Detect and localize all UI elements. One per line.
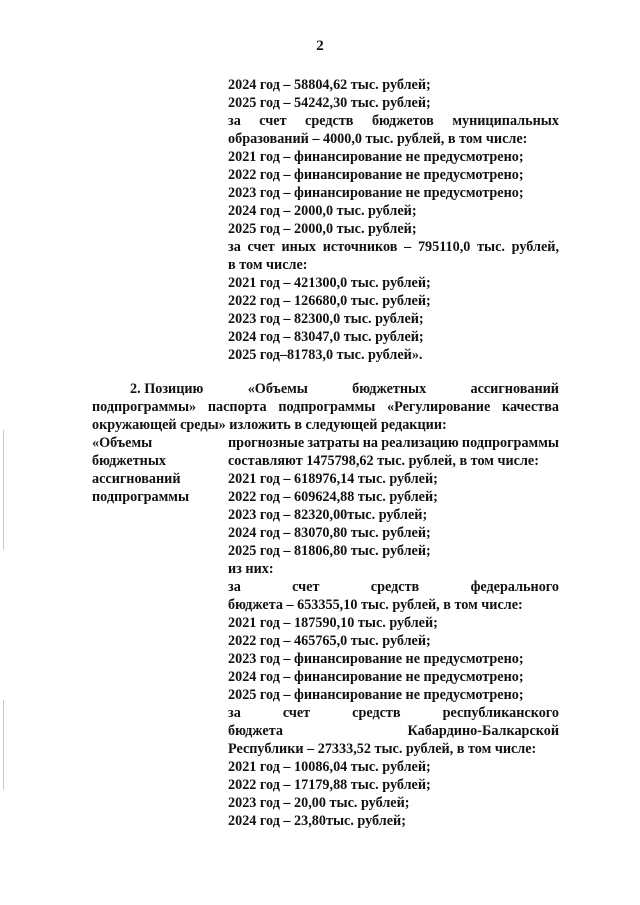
word: средств <box>305 113 354 129</box>
text-line: 2022 год – 609624,88 тыс. рублей; <box>228 489 438 505</box>
scan-edge-mark <box>3 430 4 550</box>
word: счет <box>292 579 320 595</box>
word: подпрограммы <box>461 435 559 451</box>
text-line: образований – 4000,0 тыс. рублей, в том числе: <box>228 131 528 147</box>
word: счет <box>259 113 287 129</box>
word: иных <box>281 239 317 255</box>
word: бюджетов <box>371 113 434 129</box>
word: источников <box>322 239 398 255</box>
text-line: 2024 год – 83070,80 тыс. рублей; <box>228 525 431 541</box>
word: Кабардино-Балкарской <box>407 723 559 739</box>
word: качества <box>501 399 559 415</box>
text-line: из них: <box>228 561 274 577</box>
justified-line <box>228 722 559 740</box>
word: подпрограммы» <box>92 399 197 415</box>
text-line: 2021 год – 187590,10 тыс. рублей; <box>228 615 438 631</box>
text-line: 2024 год – финансирование не предусмотрено; <box>228 669 524 685</box>
text-line: 2024 год – 2000,0 тыс. рублей; <box>228 203 417 219</box>
word: за <box>228 239 241 255</box>
word: затраты <box>307 435 360 451</box>
text-line: 2021 год – 618976,14 тыс. рублей; <box>228 471 438 487</box>
text-line: 2025 год – 54242,30 тыс. рублей; <box>228 95 431 111</box>
justified-line <box>228 238 559 256</box>
word: за <box>228 113 241 129</box>
text-line: 2023 год – 82300,0 тыс. рублей; <box>228 311 424 327</box>
word: тыс. <box>477 239 505 255</box>
word: ассигнований <box>470 381 559 397</box>
justified-line <box>228 578 559 596</box>
word: средств <box>352 705 401 721</box>
text-line: Республики – 27333,52 тыс. рублей, в том числе: <box>228 741 537 757</box>
scan-edge-mark <box>3 700 4 790</box>
text-line: 2024 год – 83047,0 тыс. рублей; <box>228 329 424 345</box>
label-line: ассигнований <box>92 471 181 487</box>
word: на <box>362 435 379 451</box>
word: подпрограммы <box>278 399 376 415</box>
text-line: 2023 год – 82320,00тыс. рублей; <box>228 507 428 523</box>
text-line: составляют 1475798,62 тыс. рублей, в том числе: <box>228 453 539 469</box>
word: за <box>228 705 241 721</box>
text-line: 2022 год – 17179,88 тыс. рублей; <box>228 777 431 793</box>
word: федерального <box>470 579 559 595</box>
justified-line <box>130 380 559 398</box>
word: рублей, <box>511 239 559 255</box>
text-line: бюджета – 653355,10 тыс. рублей, в том числе: <box>228 597 523 613</box>
text-line: 2023 год – 20,00 тыс. рублей; <box>228 795 410 811</box>
word: средств <box>370 579 420 595</box>
text-line: 2025 год–81783,0 тыс. рублей». <box>228 347 423 363</box>
word: «Объемы <box>247 381 308 397</box>
text-line: 2024 год – 58804,62 тыс. рублей; <box>228 77 431 93</box>
word: счет <box>247 239 275 255</box>
text-line: окружающей среды» изложить в следующей редакции: <box>92 417 447 433</box>
word: муниципальных <box>452 113 559 129</box>
text-line: 2022 год – финансирование не предусмотрено; <box>228 167 524 183</box>
text-line: 2025 год – финансирование не предусмотрено; <box>228 687 524 703</box>
text-line: 2024 год – 23,80тыс. рублей; <box>228 813 406 829</box>
word: бюджетных <box>352 381 427 397</box>
word: паспорта <box>207 399 267 415</box>
justified-line <box>228 434 559 452</box>
word: – <box>404 239 412 255</box>
justified-line <box>92 398 559 416</box>
text-line: 2023 год – финансирование не предусмотрено; <box>228 185 524 201</box>
word: за <box>228 579 241 595</box>
text-line: в том числе: <box>228 257 308 273</box>
text-line: 2021 год – финансирование не предусмотрено; <box>228 149 524 165</box>
word: республиканского <box>442 705 559 721</box>
word: бюджета <box>228 723 283 739</box>
word: 2. Позицию <box>130 381 204 397</box>
label-line: «Объемы <box>92 435 153 451</box>
label-line: бюджетных <box>92 453 167 469</box>
text-line: 2021 год – 421300,0 тыс. рублей; <box>228 275 431 291</box>
text-line: 2025 год – 2000,0 тыс. рублей; <box>228 221 417 237</box>
word: реализацию <box>381 435 459 451</box>
text-line: 2021 год – 10086,04 тыс. рублей; <box>228 759 431 775</box>
page-number: 2 <box>316 38 324 54</box>
justified-line <box>228 112 559 130</box>
text-line: 2022 год – 126680,0 тыс. рублей; <box>228 293 431 309</box>
word: 795110,0 <box>417 239 471 255</box>
label-line: подпрограммы <box>92 489 190 505</box>
word: прогнозные <box>228 435 305 451</box>
text-line: 2022 год – 465765,0 тыс. рублей; <box>228 633 431 649</box>
justified-line <box>228 704 559 722</box>
word: «Регулирование <box>387 399 491 415</box>
text-line: 2025 год – 81806,80 тыс. рублей; <box>228 543 431 559</box>
text-line: 2023 год – финансирование не предусмотрено; <box>228 651 524 667</box>
word: счет <box>282 705 311 721</box>
